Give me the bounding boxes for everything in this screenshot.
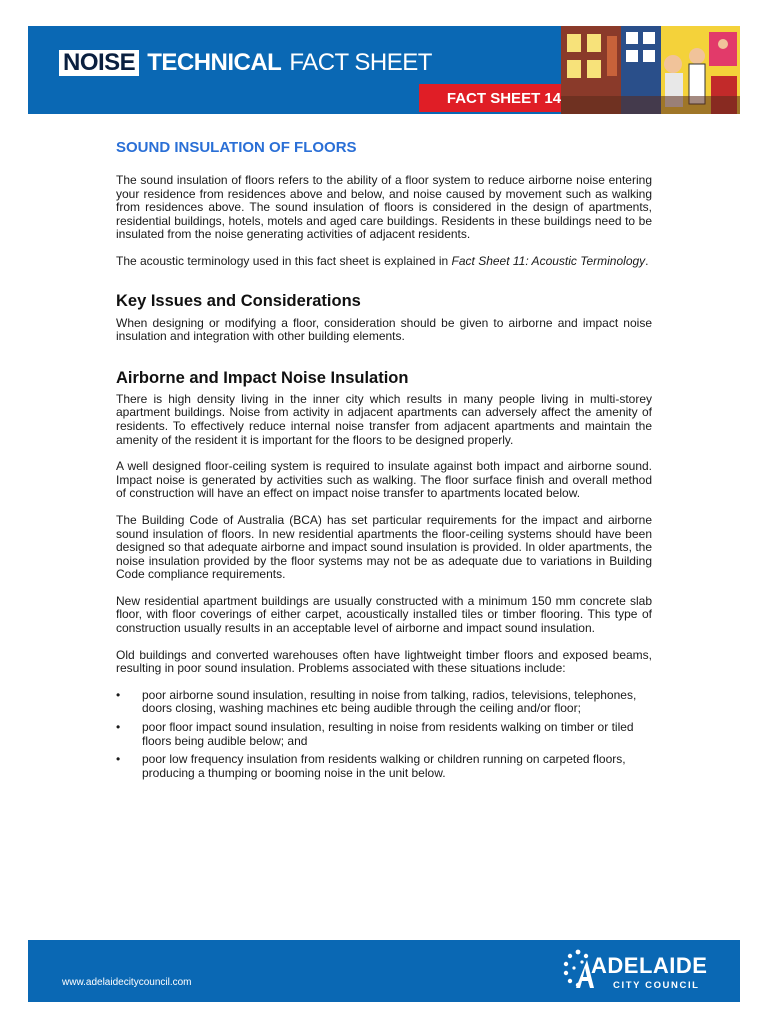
problems-list	[116, 689, 652, 781]
list-item	[116, 689, 652, 716]
airborne-paragraph-2: A well designed floor-ceiling system is required to insulate against both impact and airborne sound. Impact noise is generated by activities such as walking. The floor surface finish and overall method of construction will have an effect on impact noise transfer to apartments located below.	[116, 459, 652, 501]
header-banner	[28, 26, 740, 114]
terminology-suffix: .	[645, 253, 649, 268]
adelaide-city-council-logo	[561, 948, 736, 994]
list-item	[116, 721, 652, 748]
airborne-paragraph-5: Old buildings and converted warehouses often have lightweight timber floors and exposed beams, resulting in poor sound insulation. Problems associated with these situations include:	[116, 647, 652, 676]
terminology-paragraph	[116, 255, 652, 269]
intro-paragraph: The sound insulation of floors refers to the ability of a floor system to reduce airborne noise entering your residence from residences above and below, and noise caused by movement such as walking from residences above. The sound insulation of floors is considered in the design of apartments, residential buildings, hotels, motels and aged care buildings. Residents in these buildings need to be insulated from the noise generating activities of adjacent residents.	[116, 173, 652, 242]
bullet-icon: •	[116, 720, 121, 735]
footer-banner	[28, 940, 740, 1002]
bullet-icon: •	[116, 752, 121, 767]
airborne-paragraph-4: New residential apartment buildings are usually constructed with a minimum 150 mm concrete slab floor, with floor coverings of either carpet, acoustically installed tiles or timber flooring. This type of construction usually results in an acceptable level of airborne and impact sound insulation.	[116, 593, 652, 636]
council-website-link[interactable]: www.adelaidecitycouncil.com	[62, 977, 192, 988]
list-item	[116, 753, 652, 780]
key-issues-paragraph: When designing or modifying a floor, consideration should be given to airborne and impact noise insulation and integration with other building elements.	[116, 315, 652, 344]
logo-star-icon	[561, 948, 595, 994]
terminology-prefix: The acoustic terminology used in this fact sheet is explained in	[116, 253, 452, 268]
list-item-text: poor floor impact sound insulation, resulting in noise from residents walking on timber or tiled floors being audible below; and	[142, 720, 634, 748]
document-title: SOUND INSULATION OF FLOORS	[116, 139, 357, 156]
fact-sheet-body	[116, 138, 652, 785]
heading-key-issues: Key Issues and Considerations	[116, 291, 361, 310]
fact-sheet-number-badge: FACT SHEET 14	[419, 84, 589, 112]
logo-subtitle: CITY COUNCIL	[613, 980, 700, 991]
header-fact-sheet-label: FACT SHEET	[289, 49, 432, 76]
logo-wordmark: ADELAIDE	[591, 953, 708, 978]
airborne-paragraph-1: There is high density living in the inner city which results in many people living in multi-storey apartment buildings. Noise from activity in adjacent apartments can adversely affect the amenity of residents. To effectively reduce internal noise transfer from adjacent apartments and maintain the amenity of the resident it is important for the floors to be designed properly.	[116, 391, 652, 447]
heading-airborne-impact: Airborne and Impact Noise Insulation	[116, 368, 409, 387]
header-technical-label: TECHNICAL	[147, 49, 282, 76]
header-noise-label: NOISE	[59, 50, 139, 76]
header-illustration	[561, 26, 740, 114]
bullet-icon: •	[116, 687, 121, 702]
list-item-text: poor low frequency insulation from residents walking or children running on carpeted floors, producing a thumping or booming noise in the unit below.	[142, 752, 626, 780]
list-item-text: poor airborne sound insulation, resulting in noise from talking, radios, televisions, telephones, doors closing, washing machines etc being audible through the ceiling and/or floor;	[142, 687, 637, 716]
airborne-paragraph-3: The Building Code of Australia (BCA) has set particular requirements for the impact and airborne sound insulation of floors. In new residential apartments the floor-ceiling systems should have been designed so that adequate airborne and impact sound insulation is provided. In older apartments, the noise insulation provided by the floor systems may not be as adequate due to variations in Building Code compliance requirements.	[116, 512, 652, 582]
header-title	[59, 48, 432, 78]
terminology-reference: Fact Sheet 11: Acoustic Terminology	[451, 253, 646, 268]
